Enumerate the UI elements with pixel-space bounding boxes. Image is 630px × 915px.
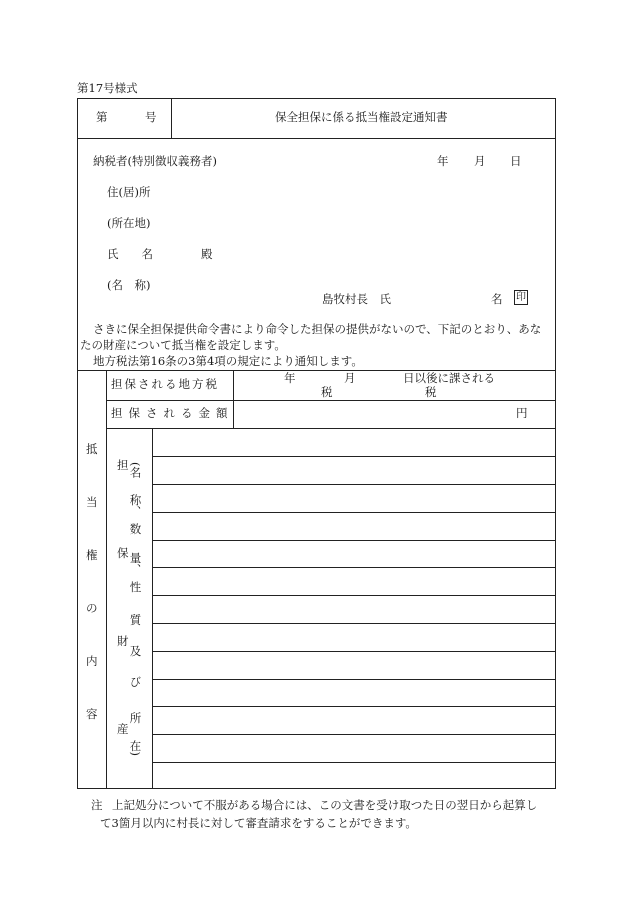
tax-year: 年 [284, 371, 296, 385]
section-label-char: 権 [86, 548, 98, 562]
honorific: 殿 [201, 247, 213, 261]
section-label-char: 抵 [86, 442, 98, 456]
seal-stamp: 印 [516, 292, 526, 303]
header-bottom-rule [77, 138, 556, 139]
property-desc-part: 数 [128, 523, 143, 535]
issuer-name-suffix: 名 [491, 292, 503, 306]
property-desc-part: 質 [128, 614, 143, 626]
property-line [152, 595, 556, 596]
corp-name-label: (名 称) [107, 278, 151, 292]
property-desc-part: 及 [128, 645, 143, 657]
section-label-char: 容 [86, 707, 98, 721]
body-text-line3: 地方税法第16条の3第4項の規定により通知します。 [93, 354, 363, 368]
property-label-char: 保 [117, 546, 129, 560]
section-label-char: 内 [86, 654, 98, 668]
property-label-char: 財 [117, 634, 129, 648]
property-line [152, 706, 556, 707]
property-desc-part: び [128, 676, 143, 688]
property-desc-part: 称、 [128, 494, 143, 517]
issuer-title: 島牧村長 氏 [322, 292, 391, 306]
header-divider [171, 98, 172, 138]
date-month: 月 [474, 154, 486, 168]
amount-row-label: 担保される金額 [111, 406, 234, 420]
location-label: (所在地) [107, 216, 151, 230]
form-title: 保全担保に係る抵当権設定通知書 [275, 110, 448, 124]
amount-row-rule [106, 428, 556, 429]
section-divider [106, 370, 107, 789]
property-desc-part: 量、 [128, 552, 143, 575]
property-label-char: 産 [117, 722, 129, 736]
body-text-line2: たの財産について抵当権を設定します。 [80, 338, 286, 352]
date-day: 日 [510, 154, 522, 168]
amount-unit: 円 [516, 406, 528, 420]
number-go: 号 [145, 110, 157, 124]
note-line1: 上記処分について不服がある場合には、この文書を受け取つた日の翌日から起算し [112, 798, 538, 812]
property-line [152, 762, 556, 763]
form-number: 第17号様式 [77, 81, 138, 95]
tax-row-label: 担保される地方税 [111, 377, 219, 391]
note-mark: 注 [91, 798, 103, 812]
property-line [152, 623, 556, 624]
number-dai: 第 [96, 110, 108, 124]
body-text-line1: さきに保全担保提供命令書により命令した担保の提供がないので、下記のとおり、あな [93, 322, 542, 336]
taxpayer-label: 納税者(特別徴収義務者) [93, 154, 217, 168]
property-line [152, 567, 556, 568]
section-label-char: 当 [86, 495, 98, 509]
tax-suffix-2: 税 [425, 385, 437, 399]
property-desc-part: (名 [128, 462, 143, 478]
property-line [152, 540, 556, 541]
property-line [152, 484, 556, 485]
tax-row-rule [106, 400, 556, 401]
property-label-char: 担 [117, 458, 129, 472]
tax-after: 日以後に課される [403, 371, 495, 385]
address-label: 住(居)所 [107, 185, 151, 199]
notice-form-frame [77, 98, 556, 789]
property-line [152, 512, 556, 513]
property-line [152, 734, 556, 735]
property-line [152, 651, 556, 652]
name-label: 氏 名 [107, 247, 153, 261]
property-desc-part: 性 [128, 581, 143, 593]
date-year: 年 [437, 154, 449, 168]
property-desc-part: 在) [128, 740, 143, 756]
section-label-char: の [86, 601, 98, 615]
property-desc-part: 所 [128, 712, 143, 724]
tax-month: 月 [344, 371, 356, 385]
property-line [152, 456, 556, 457]
tax-suffix-1: 税 [321, 385, 333, 399]
property-line [152, 679, 556, 680]
note-line2: て3箇月以内に村長に対して審査請求をすることができます。 [100, 816, 417, 830]
